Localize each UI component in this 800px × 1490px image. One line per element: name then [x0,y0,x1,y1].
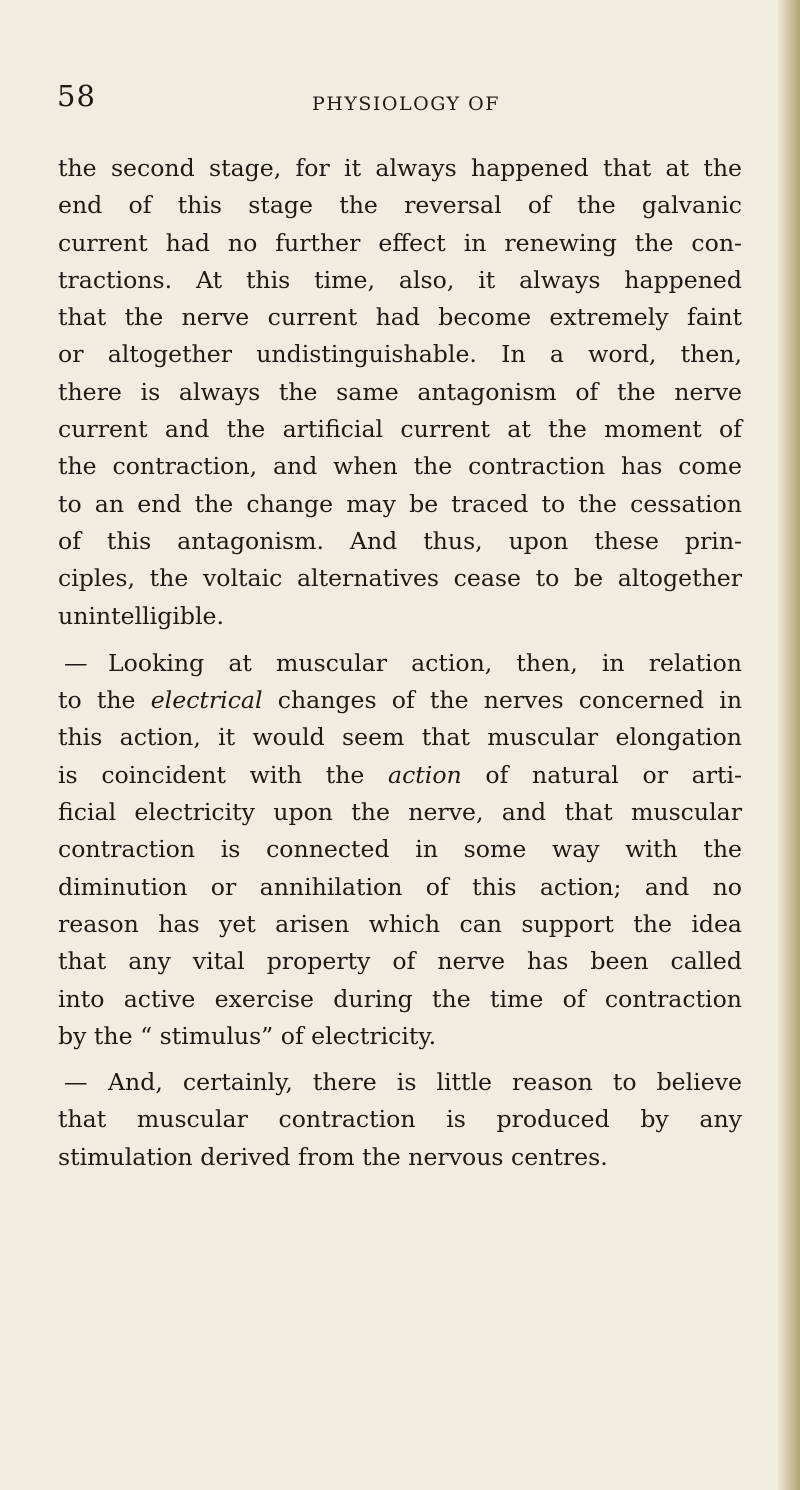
text-line: end of this stage the reversal of the galvanic [58,191,742,220]
text-line: current and the artificial current at the moment of [58,415,742,444]
paragraph [58,150,742,635]
text-line [58,645,742,682]
em-dash: — [64,1068,88,1097]
page-edge [778,0,800,1490]
text-line [58,682,742,719]
text-line: of this antagonism. And thus, upon these prin- [58,526,742,555]
text-line: to an end the change may be traced to the cessation [58,489,742,518]
italic-word: electrical [150,686,263,715]
text-line: tractions. At this time, also, it always happened [58,265,742,294]
line-text: And, certainly, there is little reason to believe [108,1068,742,1097]
text-line: diminution or annihilation of this action; and no [58,872,742,901]
text-line: that the nerve current had become extremely faint [58,303,742,332]
text-line: that muscular contraction is produced by any [58,1105,742,1134]
text-line: the second stage, for it always happened that at the [58,154,742,182]
paragraph [58,645,742,1055]
line-text: of natural or arti- [461,760,742,789]
text-line: unintelligible. [58,601,224,630]
text-line: that any vital property of nerve has been called [58,947,742,976]
line-text: Looking at muscular action, then, in relation [108,648,742,677]
text-line: by the “ stimulus” of electricity. [58,1021,437,1050]
text-line: contraction is connected in some way with the [58,835,742,864]
text-line: stimulation derived from the nervous centres. [58,1142,608,1171]
text-line: this action, it would seem that muscular elongation [58,723,742,752]
line-text: is coincident with the [58,760,389,789]
line-text: to the [58,686,151,715]
body-text [58,150,742,1176]
text-line: ciples, the voltaic alternatives cease to be altogether [58,564,742,593]
running-head: PHYSIOLOGY OF [312,93,500,115]
text-line: or altogether undistinguishable. In a word, then, [58,340,742,369]
em-dash: — [64,648,88,677]
text-line: reason has yet arisen which can support the idea [58,909,742,938]
italic-word: action [388,760,462,789]
text-line [58,1064,742,1101]
paragraph [58,1064,742,1176]
text-line [58,757,742,794]
text-line: the contraction, and when the contraction has come [58,452,742,481]
text-line: into active exercise during the time of contraction [58,984,742,1013]
text-line: there is always the same antagonism of the nerve [58,377,742,406]
page-number: 58 [57,79,96,113]
text-line: current had no further effect in renewing the con- [58,228,742,257]
line-text: changes of the nerves concerned in [262,686,743,715]
text-line: ficial electricity upon the nerve, and that muscular [58,798,742,827]
